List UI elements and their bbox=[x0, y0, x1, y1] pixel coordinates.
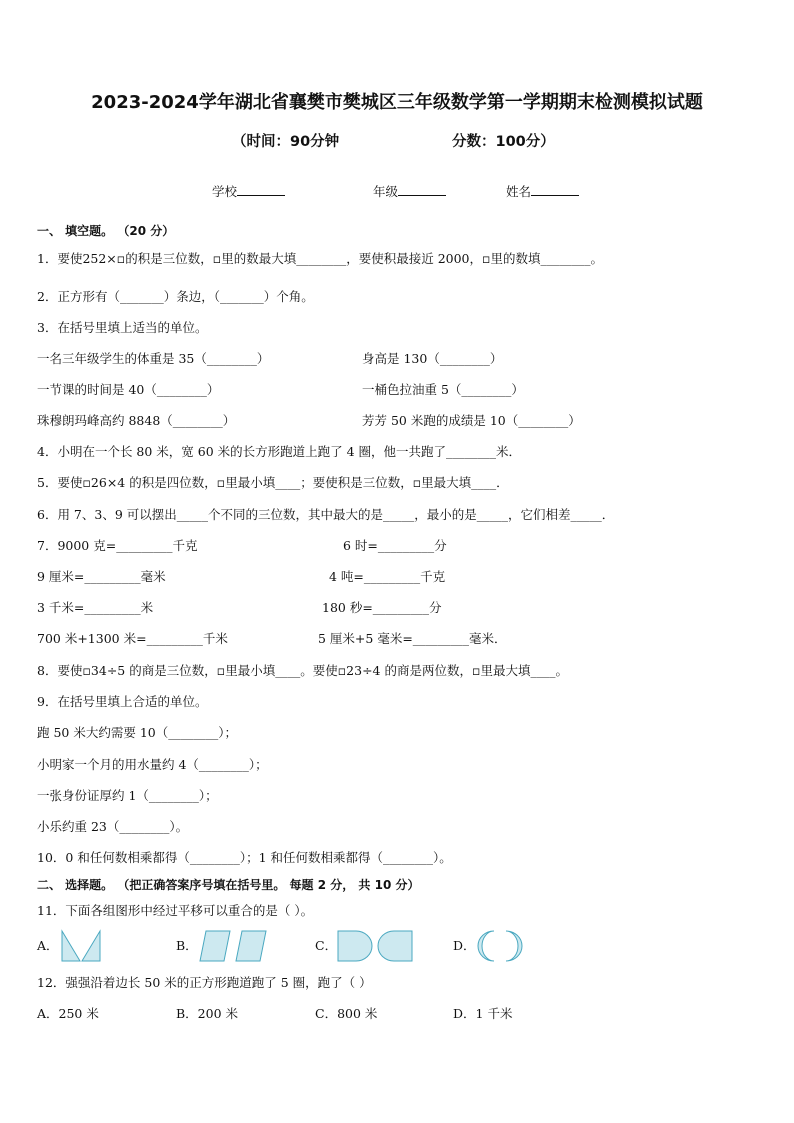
question-9d: 小乐约重 23（________）。 bbox=[37, 819, 189, 834]
question-11: 11．下面各组图形中经过平移可以重合的是（ ）。 bbox=[37, 903, 314, 918]
question-7e: 3 千米=_________米 bbox=[37, 600, 154, 615]
grade-field bbox=[373, 182, 446, 200]
trapezoid-pair-shape[interactable] bbox=[60, 929, 104, 963]
question-7b: 6 时=_________分 bbox=[343, 538, 447, 553]
grade-label: 年级 bbox=[373, 184, 399, 199]
exam-title: 2023-2024学年湖北省襄樊市樊城区三年级数学第一学期期末检测模拟试题 bbox=[91, 92, 703, 113]
d-shape-pair[interactable] bbox=[336, 929, 416, 963]
question-3: 3．在括号里填上适当的单位。 bbox=[37, 320, 208, 335]
question-5: 5．要使▫26×4 的积是四位数，▫里最小填____；要使积是三位数，▫里最大填____． bbox=[37, 475, 509, 490]
question-9a: 跑 50 米大约需要 10（________）； bbox=[37, 725, 237, 740]
q12-option-a[interactable]: A．250 米 bbox=[37, 1006, 99, 1021]
question-7f: 180 秒=_________分 bbox=[322, 600, 442, 615]
q12-option-c[interactable]: C．800 米 bbox=[315, 1006, 378, 1021]
exam-score: 分数：100分） bbox=[452, 134, 555, 150]
grade-blank[interactable] bbox=[398, 183, 446, 196]
question-7g: 700 米+1300 米=_________千米 bbox=[37, 631, 228, 646]
question-3a: 一名三年级学生的体重是 35（________） bbox=[37, 351, 270, 366]
question-4: 4．小明在一个长 80 米，宽 60 米的长方形跑道上跑了 4 圈，他一共跑了________米． bbox=[37, 444, 522, 459]
question-7d: 4 吨=_________千克 bbox=[329, 569, 446, 584]
q12-option-b[interactable]: B．200 米 bbox=[176, 1006, 239, 1021]
school-field bbox=[212, 182, 285, 200]
question-6: 6．用 7、3、9 可以摆出_____个不同的三位数，其中最大的是_____，最小的是_____，它们相差_____． bbox=[37, 507, 615, 522]
name-field bbox=[506, 182, 579, 200]
q11-option-d-label[interactable]: D． bbox=[453, 938, 476, 953]
question-10: 10．0 和任何数相乘都得（________）；1 和任何数相乘都得（________）。 bbox=[37, 850, 452, 865]
question-3d: 一桶色拉油重 5（________） bbox=[362, 382, 524, 397]
question-3b: 身高是 130（________） bbox=[362, 351, 503, 366]
question-2: 2．正方形有（_______）条边，（_______）个角。 bbox=[37, 289, 314, 304]
q11-option-c-label[interactable]: C． bbox=[315, 938, 338, 953]
question-12: 12．强强沿着边长 50 米的正方形跑道跑了 5 圈，跑了（ ） bbox=[37, 975, 372, 990]
name-label: 姓名 bbox=[506, 184, 532, 199]
question-3c: 一节课的时间是 40（________） bbox=[37, 382, 220, 397]
crescent-pair-shape[interactable] bbox=[474, 929, 526, 963]
q11-option-b-label[interactable]: B． bbox=[176, 938, 198, 953]
name-blank[interactable] bbox=[531, 183, 579, 196]
question-9c: 一张身份证厚约 1（________）； bbox=[37, 788, 218, 803]
section2-heading: 二、 选择题。 （把正确答案序号填在括号里。 每题 2 分， 共 10 分） bbox=[37, 878, 420, 892]
question-3f: 芳芳 50 米跑的成绩是 10（________） bbox=[362, 413, 581, 428]
q11-option-a-label[interactable]: A． bbox=[37, 938, 59, 953]
exam-time: （时间：90分钟 bbox=[232, 134, 340, 150]
parallelogram-pair-shape[interactable] bbox=[198, 929, 270, 963]
question-1: 1．要使252×▫的积是三位数，▫里的数最大填________，要使积最接近 2000，▫里的数填________。 bbox=[37, 251, 603, 266]
question-9b: 小明家一个月的用水量约 4（________）； bbox=[37, 757, 268, 772]
question-3e: 珠穆朗玛峰高约 8848（________） bbox=[37, 413, 236, 428]
question-7a: 7．9000 克=_________千克 bbox=[37, 538, 198, 553]
section1-heading: 一、 填空题。 （20 分） bbox=[37, 224, 175, 238]
school-blank[interactable] bbox=[237, 183, 285, 196]
question-8: 8．要使▫34÷5 的商是三位数，▫里最小填____。要使▫23÷4 的商是两位数，▫里最大填____。 bbox=[37, 663, 568, 678]
question-7c: 9 厘米=_________毫米 bbox=[37, 569, 166, 584]
school-label: 学校 bbox=[212, 184, 238, 199]
question-7h: 5 厘米+5 毫米=_________毫米． bbox=[318, 631, 507, 646]
question-9: 9．在括号里填上合适的单位。 bbox=[37, 694, 208, 709]
q12-option-d[interactable]: D．1 千米 bbox=[453, 1006, 513, 1021]
